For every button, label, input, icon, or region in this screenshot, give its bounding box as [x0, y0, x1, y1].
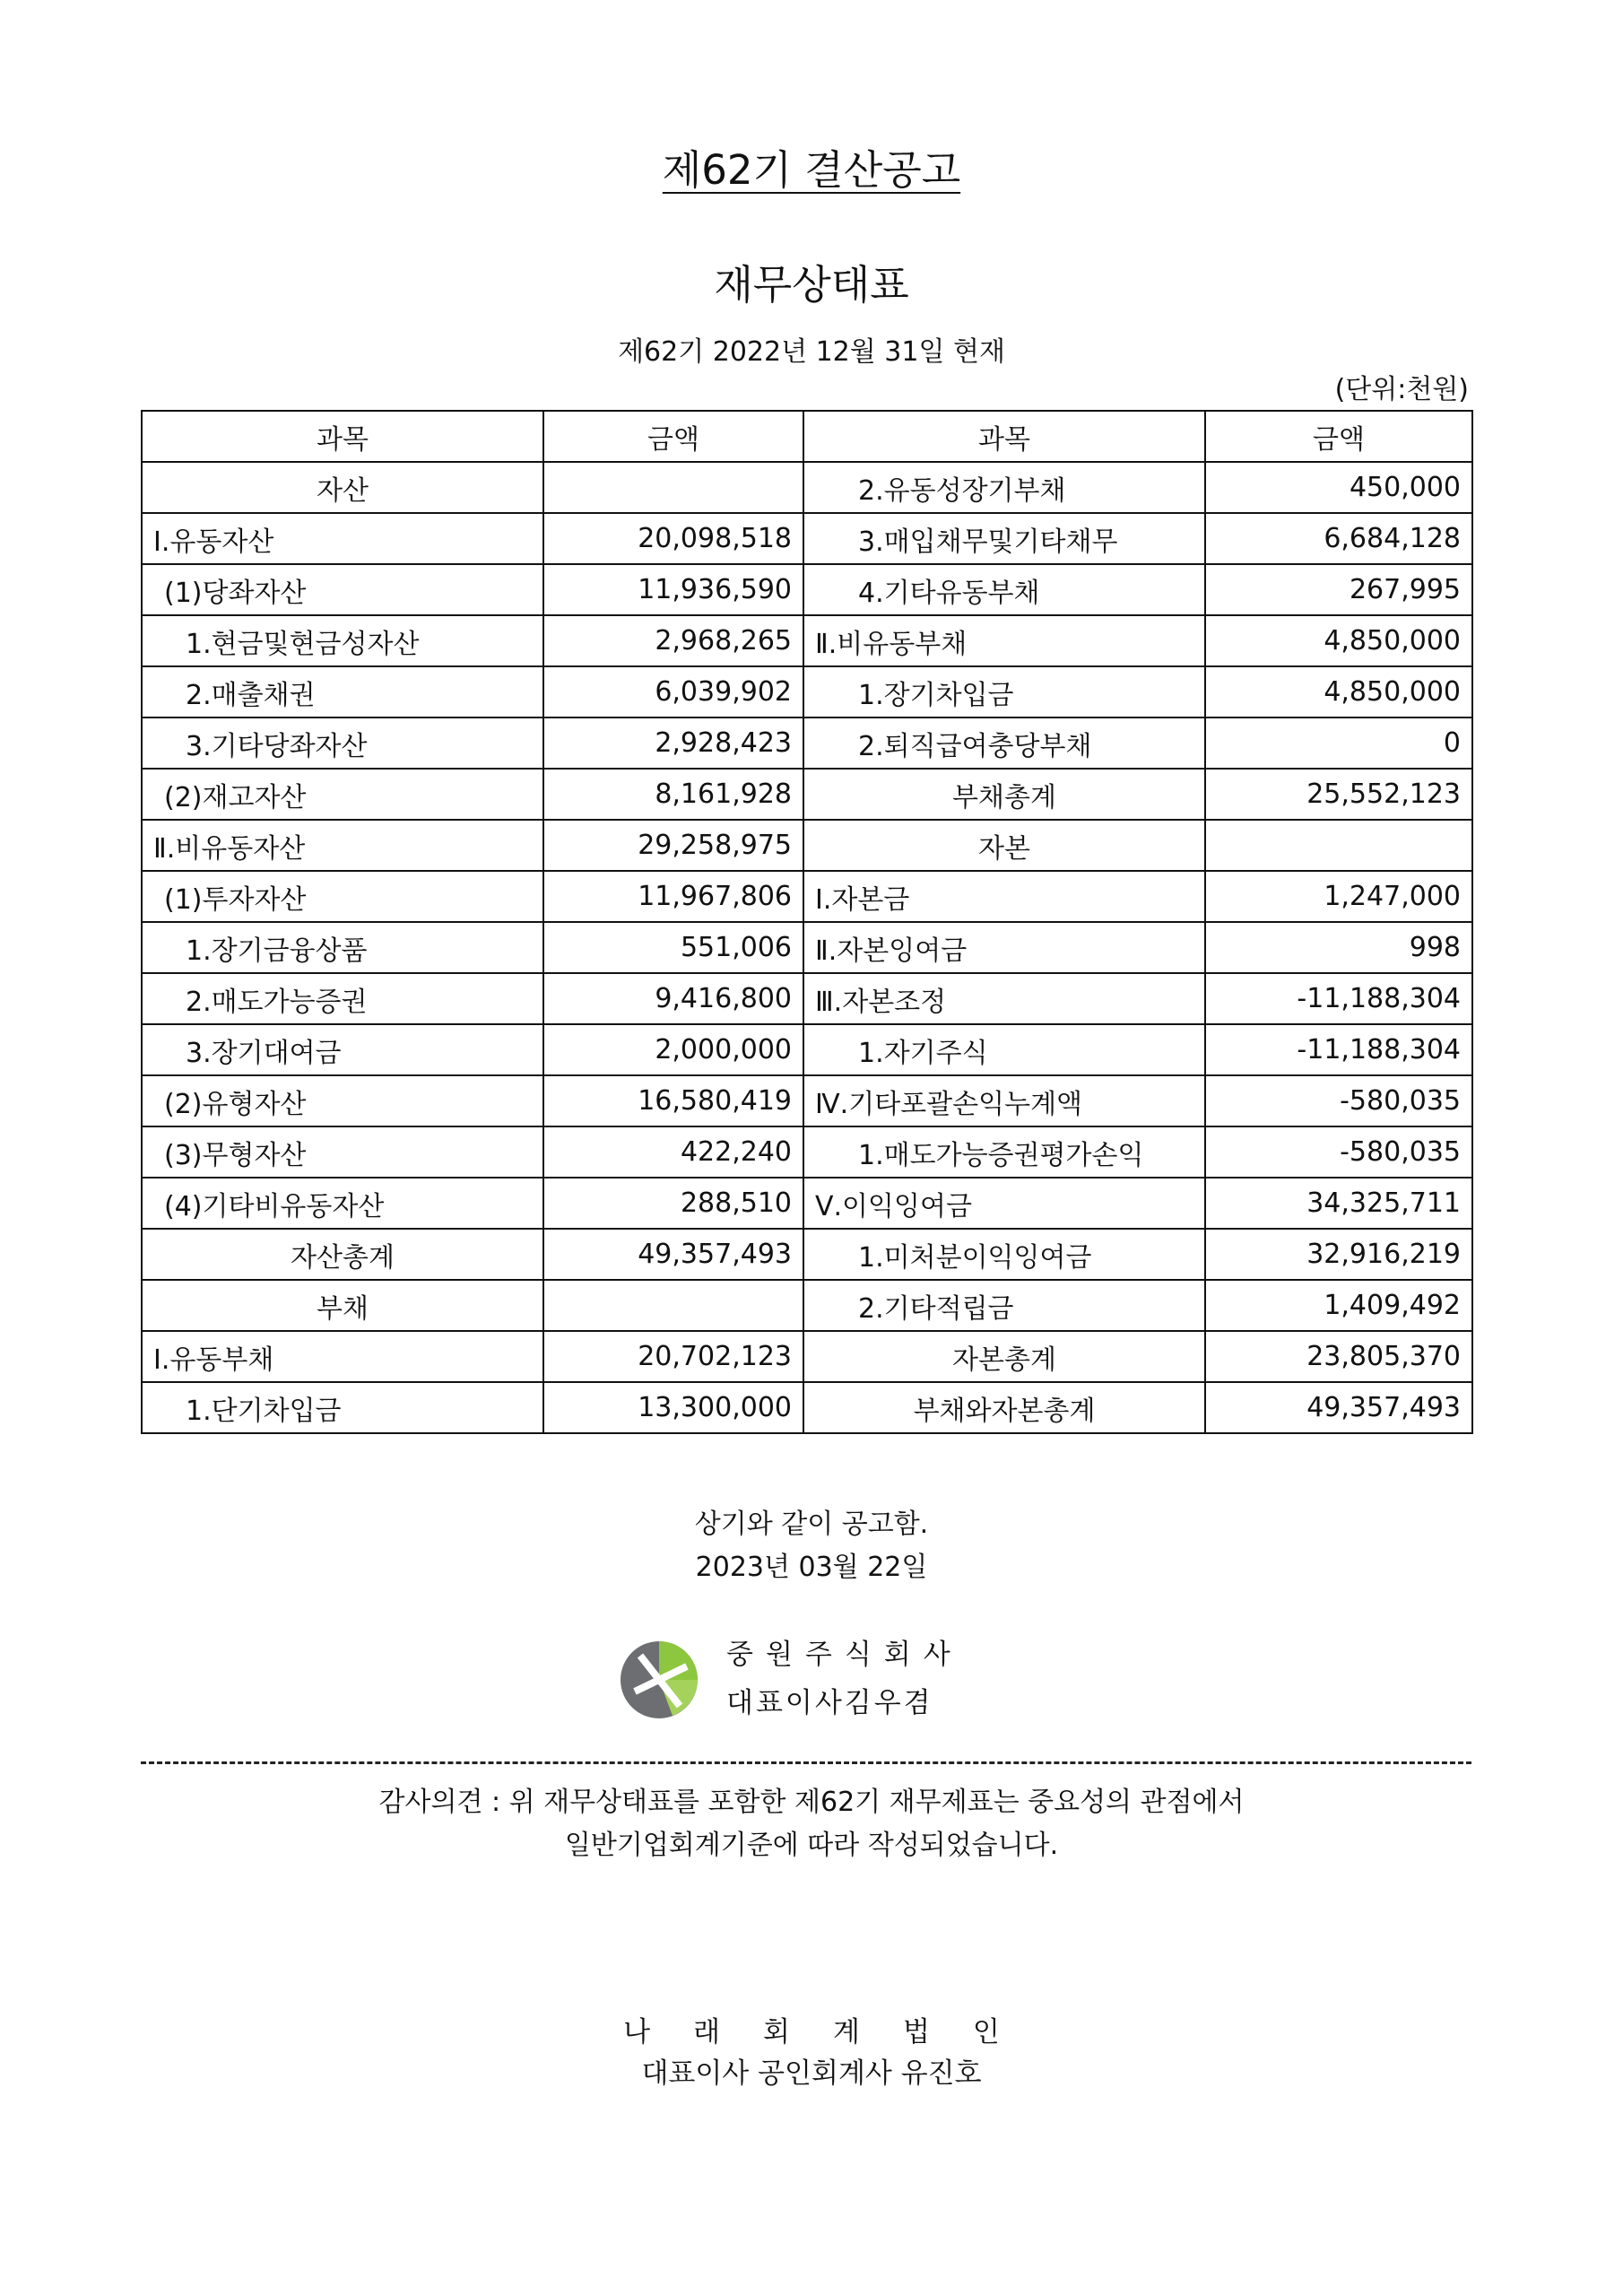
table-row [142, 1280, 1472, 1331]
table-cell-item: 부채 [142, 1280, 543, 1331]
table-cell-amount [543, 462, 803, 513]
header-amount-left: 금액 [543, 411, 803, 462]
table-cell-amount: 13,300,000 [543, 1382, 803, 1433]
table-cell-item: 2.퇴직급여충당부채 [803, 718, 1205, 769]
table-cell-amount: 32,916,219 [1205, 1229, 1472, 1280]
table-cell-amount: 34,325,711 [1205, 1178, 1472, 1229]
company-logo-icon [619, 1639, 699, 1720]
table-cell-amount: 1,409,492 [1205, 1280, 1472, 1331]
table-cell-amount: 4,850,000 [1205, 615, 1472, 666]
table-cell-item: 2.기타적립금 [803, 1280, 1205, 1331]
table-cell-amount: 6,039,902 [543, 666, 803, 718]
table-cell-amount: 2,968,265 [543, 615, 803, 666]
table-cell-item: 자본총계 [803, 1331, 1205, 1382]
table-row [142, 564, 1472, 615]
table-cell-amount: 25,552,123 [1205, 769, 1472, 820]
table-cell-item: Ⅰ.유동자산 [142, 513, 543, 564]
table-cell-item: 자본 [803, 820, 1205, 871]
table-cell-item: 2.매출채권 [142, 666, 543, 718]
table-cell-amount: 0 [1205, 718, 1472, 769]
table-row [142, 666, 1472, 718]
table-cell-item: Ⅴ.이익잉여금 [803, 1178, 1205, 1229]
table-cell-item: 1.매도가능증권평가손익 [803, 1126, 1205, 1178]
table-cell-item: 3.장기대여금 [142, 1024, 543, 1075]
table-cell-item: 1.단기차입금 [142, 1382, 543, 1433]
table-cell-amount: 551,006 [543, 922, 803, 973]
header-item-left: 과목 [142, 411, 543, 462]
table-cell-amount: 9,416,800 [543, 973, 803, 1024]
table-cell-item: (1)투자자산 [142, 871, 543, 922]
table-row [142, 718, 1472, 769]
table-cell-item: 2.유동성장기부채 [803, 462, 1205, 513]
table-cell-item: Ⅱ.비유동자산 [142, 820, 543, 871]
header-item-right: 과목 [803, 411, 1205, 462]
notice-statement: 상기와 같이 공고함. [694, 1509, 929, 1540]
table-cell-amount: 49,357,493 [1205, 1382, 1472, 1433]
audit-firm-name: 나래회계법인 [623, 2016, 1043, 2048]
unit-label: (단위:천원) [1334, 374, 1469, 405]
table-cell-item: Ⅰ.유동부채 [142, 1331, 543, 1382]
table-cell-amount [1205, 820, 1472, 871]
table-cell-item: (3)무형자산 [142, 1126, 543, 1178]
table-cell-item: Ⅱ.자본잉여금 [803, 922, 1205, 973]
notice-title: 제62기 결산공고 [662, 146, 961, 194]
table-cell-item: 1.장기금융상품 [142, 922, 543, 973]
audit-firm-representative: 대표이사 공인회계사 유진호 [641, 2057, 982, 2090]
table-cell-amount: 2,000,000 [543, 1024, 803, 1075]
table-cell-amount: 11,967,806 [543, 871, 803, 922]
table-cell-item: Ⅰ.자본금 [803, 871, 1205, 922]
audit-opinion-line2: 일반기업회계기준에 따라 작성되었습니다. [564, 1830, 1059, 1861]
table-cell-amount: 6,684,128 [1205, 513, 1472, 564]
table-cell-amount: 450,000 [1205, 462, 1472, 513]
table-cell-amount: 8,161,928 [543, 769, 803, 820]
table-cell-item: (1)당좌자산 [142, 564, 543, 615]
audit-opinion-line1: 감사의견 : 위 재무상태표를 포함한 제62기 재무제표는 중요성의 관점에서 [378, 1787, 1245, 1818]
table-cell-amount: 20,098,518 [543, 513, 803, 564]
statement-title: 재무상태표 [714, 261, 909, 309]
table-row [142, 973, 1472, 1024]
divider [141, 1761, 1471, 1764]
table-cell-amount: -11,188,304 [1205, 1024, 1472, 1075]
table-cell-item: 3.기타당좌자산 [142, 718, 543, 769]
table-cell-item: 1.자기주식 [803, 1024, 1205, 1075]
table-cell-item: 1.장기차입금 [803, 666, 1205, 718]
table-cell-amount: 49,357,493 [543, 1229, 803, 1280]
company-representative: 대표이사김우겸 [726, 1687, 933, 1719]
table-cell-item: 4.기타유동부채 [803, 564, 1205, 615]
table-cell-item: 자산 [142, 462, 543, 513]
table-cell-item: (2)유형자산 [142, 1075, 543, 1126]
table-header-row [142, 411, 1472, 462]
table-cell-item: 1.미처분이익잉여금 [803, 1229, 1205, 1280]
table-cell-amount: 23,805,370 [1205, 1331, 1472, 1382]
table-cell-item: 부채총계 [803, 769, 1205, 820]
table-cell-amount: 2,928,423 [543, 718, 803, 769]
table-cell-amount [543, 1280, 803, 1331]
balance-sheet-table [141, 410, 1473, 1434]
table-cell-amount: 267,995 [1205, 564, 1472, 615]
table-cell-amount: -11,188,304 [1205, 973, 1472, 1024]
table-cell-item: Ⅳ.기타포괄손익누계액 [803, 1075, 1205, 1126]
table-cell-amount: 998 [1205, 922, 1472, 973]
table-row [142, 769, 1472, 820]
table-cell-item: Ⅱ.비유동부채 [803, 615, 1205, 666]
table-cell-item: 1.현금및현금성자산 [142, 615, 543, 666]
table-row [142, 1331, 1472, 1382]
table-row [142, 820, 1472, 871]
table-cell-amount: -580,035 [1205, 1126, 1472, 1178]
table-row [142, 1382, 1472, 1433]
table-cell-amount: 29,258,975 [543, 820, 803, 871]
table-cell-amount: 4,850,000 [1205, 666, 1472, 718]
table-cell-amount: -580,035 [1205, 1075, 1472, 1126]
table-row [142, 615, 1472, 666]
table-cell-amount: 16,580,419 [543, 1075, 803, 1126]
table-cell-item: 3.매입채무및기타채무 [803, 513, 1205, 564]
table-row [142, 513, 1472, 564]
table-cell-amount: 288,510 [543, 1178, 803, 1229]
table-row [142, 871, 1472, 922]
table-row [142, 1024, 1472, 1075]
header-amount-right: 금액 [1205, 411, 1472, 462]
table-cell-item: 자산총계 [142, 1229, 543, 1280]
company-name: 중원주식회사 [726, 1639, 963, 1671]
table-cell-amount: 11,936,590 [543, 564, 803, 615]
table-cell-amount: 422,240 [543, 1126, 803, 1178]
table-row [142, 1178, 1472, 1229]
table-cell-item: Ⅲ.자본조정 [803, 973, 1205, 1024]
table-row [142, 1229, 1472, 1280]
table-row [142, 922, 1472, 973]
table-cell-item: 부채와자본총계 [803, 1382, 1205, 1433]
statement-date: 제62기 2022년 12월 31일 현재 [618, 336, 1005, 368]
table-cell-item: (4)기타비유동자산 [142, 1178, 543, 1229]
table-row [142, 1126, 1472, 1178]
table-row [142, 1075, 1472, 1126]
table-cell-amount: 1,247,000 [1205, 871, 1472, 922]
notice-date: 2023년 03월 22일 [695, 1552, 928, 1583]
table-row [142, 462, 1472, 513]
table-cell-item: (2)재고자산 [142, 769, 543, 820]
table-cell-amount: 20,702,123 [543, 1331, 803, 1382]
table-cell-item: 2.매도가능증권 [142, 973, 543, 1024]
